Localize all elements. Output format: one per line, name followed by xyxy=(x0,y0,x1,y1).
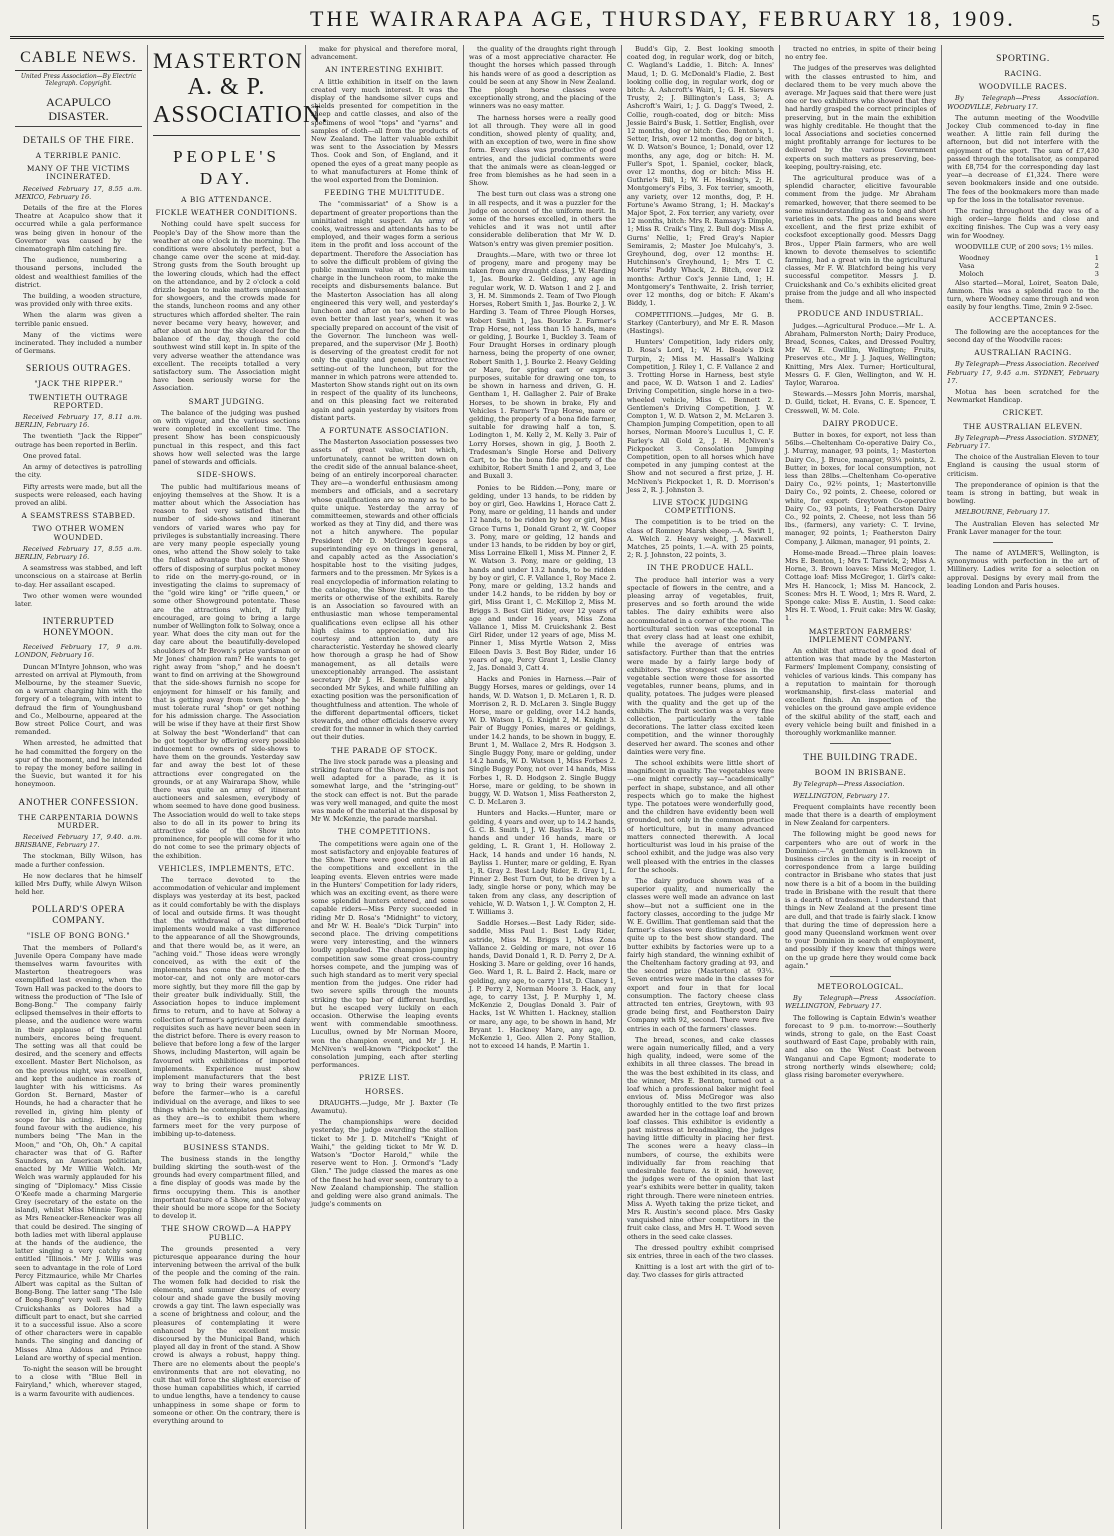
paragraph: Also started—Moral, Loiret, Seaton Dale, Ammon. This was a splendid race to the turn, where Woodney came through and won easily by four lengths. Time, 2min 9 2-5sec. xyxy=(947,278,1099,312)
dateline: By Telegraph—Press Association. Received February 17, 9.45 a.m. SYDNEY, February 17. xyxy=(947,360,1100,385)
article-title: SERIOUS OUTRAGES. xyxy=(25,364,132,375)
dateline: WELLINGTON, February 17. xyxy=(793,791,890,800)
divider xyxy=(830,743,890,744)
paragraph: Budd's Gip, 2. Best looking smooth coated dog, in regular work, dog or bitch, C. Wagland's Laddie, 1. Bitch: A. Innes' Maud, 1; D. G. McDonald's Fladie, 2. Best looking collie dog, in regular work, dog or bitch: A. Ashcroft's Wairi, 1; G. H. Sievers Trusty, 2; J. Billington's Lass, 3; A. Ashcroft's Wairi, 1; J. G. Dagg's Tweed, 2. Collie, rough-coated, dog or bitch: Miss Jessie Baird's Busk, 1. Settler, English, over 12 months, dog or bitch: Geo. Benton's, 1. Setter, Irish, over 12 months, dog or bitch, W. D. Watson's Bounce, 1; Donald, over 12 months, any age, dog or bitch: H. M. Fuller's Spot, 1. Spaniel, cocker, black, over 12 months, dog or bitch: Miss H. Guthrie's Bill, 1; W. H. Hosking's, 2; H. Montgomery's Fibs, 3. Fox terrier, smooth, any variety, over 12 months, dog, P. H. Fortune's Awamo Strang, 1; H. Mackay's Major Spot, 2. Fox terrier, any variety, over 12 months, bitch: Mrs R. Ramsay's Dimple, 1; Miss R. Craik's Tiny, 2. Bull dog: Miss A. Gurns' Nellie, 1; Fred Gray's Napier Semiramis, 2; Master Joe Mulcahy's, 3. Greyhound, dog, over 12 months: H. Hutchinson's Greyhound, 1; Mrs T. C. Morris' Paddy Whack, 2. Bitch, over 12 months: Arthur Cox's Jennie Lind, 1; H. Montgomery's Tenthwaite, 2. Irish terrier, over 12 months, dog or bitch: F. Akam's Biddy, 1. xyxy=(627,45,774,308)
paragraph: The live stock parade was a pleasing and striking feature of the Show. The ring is not well adapted for a parade, as it is somewhat large, and the "stringing-out" the stock can effect is not. But the parade was very well managed, and quite the most was made of the material at the disposal by Mr W. McKenzie, the parade marshal. xyxy=(311,757,458,824)
dateline: By Telegraph—Press Association. WELLINGTON, February 17. xyxy=(785,994,936,1011)
article-subtitle: BOOM IN BRISBANE. xyxy=(814,768,907,778)
advertisement: The name of AYLMER'S, Wellington, is synonymous with perfection in the art of Millinery. Ladies write for a selection on approval. Designs by every mail from the leading London and Paris houses. xyxy=(947,548,1099,590)
paragraph: Nothing could have spelt success for People's Day of the Show more than the weather at one o'clock in the morning. The conditions were absolutely perfect, but a change came over the scene at mid-day. Strong gusts from the South brought up the lowering clouds, which had the effect on the attendance, and by 2 o'clock a cold drizzle began to make matters unpleasant for showgoers, and the crowds made for the stands, luncheon rooms and any other structures which afforded shelter. The rain never became very heavy, however, and after about an hour the sky cleared for the balance of the day, though the cold southwest wind still kept in. In spite of the very adverse weather the attendance was excellent. The receipts totalled a very satisfactory sum. The Association might have been seriously worse for the Association. xyxy=(153,220,300,393)
subheading: FICKLE WEATHER CONDITIONS. xyxy=(155,208,298,218)
paragraph: The autumn meeting of the Woodville Jockey Club commenced to-day in fine weather. A little rain fell during the afternoon, but did not interfere with the enjoyment of the sport. The sum of £7,430 passed through the totalisator, as compared with £8,754 for the corresponding day last year—a decrease of £1,324. There were seven bookmakers inside and one outside. The fees of the bookmakers more than made up for the loss in the totalisator revenue. xyxy=(947,113,1099,204)
masthead xyxy=(10,6,1104,39)
paragraph: The bread, scones, and cake classes were again numerically filled, and a very high quality, indeed, were some of the exhibits in all three classes. The bread in the was the best exhibited in its class, and the winner, Mrs E. Benton, turned out a loaf which a professional baker might feel envious of. Miss McGregor was also thoroughly entitled to the two first prizes awarded her in the cottage loaf and brown loaf classes. This exhibitor is evidently a past mistress at breadmaking, the judges having little difficulty in placing her first. The scones were a heavy class—in numbers, of course, the exhibits were individually far from reaching that undesirable feature. As it said, however, the judges were of the opinion that last year's exhibits were better in quality, taken right through. There were nineteen entries. Miss A. Wyeth taking the prize ticket, and Mrs R. Austin's second place. Mrs Gasky vanquished nine other competitors in the fruit cake class, and Mrs H. T. Wood seven others in the seed cake classes. xyxy=(627,1035,774,1241)
paragraph: Fifty arrests were made, but all the suspects were released, each having proved an alibi. xyxy=(15,482,142,507)
article-subtitle: MANY OF THE VICTIMS INCINERATED. xyxy=(26,164,131,182)
subheading: LIVE STOCK JUDGING COMPETITIONS. xyxy=(652,497,749,516)
paragraph: An army of detectives is patrolling the city. xyxy=(15,463,142,480)
paragraph: The balance of the judging was pushed on with vigour, and the various sections were completed in excellent time. The present Show has been conspicuously punctual in this respect, and this fact shows how well selected was the large panel of stewards and officials. xyxy=(153,408,300,467)
article-subtitle: DETAILS OF THE FIRE. xyxy=(22,136,135,146)
paragraph: Stewards.—Messrs John Morris, marshal, D. Guild, ticket, H. Evans, C. E. Spencer, T. Cresswell, W. M. Cole. xyxy=(785,390,936,415)
column-dogs-produce xyxy=(622,45,780,1529)
subheading: THE SHOW CROWD—A HAPPY PUBLIC. xyxy=(161,1224,292,1242)
results-row xyxy=(947,270,1099,278)
paragraph: Two other women were wounded later. xyxy=(15,591,142,608)
horse-name: Moloch xyxy=(959,270,984,279)
paragraph: A seamstress was stabbed, and left unconscious on a staircase at Berlin to-day. Her assailant escaped. xyxy=(15,564,142,589)
paragraph: Draughts.—Mare, with two or three lot of progeny, mare and progeny may be taken from any draught class, J. W. Harding 1, Jas. Bourke 2. Gelding, any age in regular work, W. D. Watson 1 and 2 J. and 3, H. M. Simmonds 2. Team of Two Plough Horses, Robert Smith 1, Jas. Bourke 2, J. W. Harding 3. Team of Three Plough Horses, Robert Smith 1, Jas. Bourke 2. Farmer's Trap Horse, not less than 15 hands, mare or gelding, J. Bourke 1, Buckley 3. Team of Four Draught Horses in ordinary plough harness, being the property of one owner, Robert Smith 1, J. Bourke 2. Heavy Gelding or Mare, for spring cart or express purposes, suitable for drawing one ton, to be shown in harness and driven, G. H. Gentham 1, H. Gallagher 2. Pair of Brake Horses, to be shown in brake, Fly and Vehicles 1. Farmer's Trap Horse, mare or gelding, the property of a bona fide farmer, suitable for drawing half a ton, S. Lodington 1, M. Kelly 2, M. Kelly 3. Pair of Lorry Horses, shown in gig, J. Booth 2. Tradesman's Single Horse and Delivery Cart, to be the bona fide property of the exhibitor, Robert Smith 1 and 2, and 3, Lee and Buxall 3. xyxy=(469,250,616,481)
paragraph: Hunters' Competition, lady riders only, D. Rosa's Lord, 1; W. H. Beale's Dick Turpin, 2; Miss M. Hassall's Walking Competition, J. Riley 1, C. F. Vallance 2 and 3. Trotting Horse in Harness, best style and pace, W. D. Watson 1 and 2. Ladies' Driving Competition, single horse in a two-wheeled vehicle, Miss C. Bennett 2. Gentlemen's Driving Competition, J. W. Compton 1, W. D. Watson 2, M. McLaren 3. Champion Jumping Competition, open to all horses, Norman Moore's Lucullus 1, C. F. Farley's All Gold 2, J. H. McNiven's Pickpocket 3. Consolation Jumping Competition, open to all horses which have competed in any jumping contest at the Show and not secured a first prize, J. H. McNiven's Pickpocket 1, R. D. Morrison's Jess 2, R. J. Johnston 3. xyxy=(627,338,774,494)
paragraph: The grounds presented a very picturesque appearance during the hour intervening between the arrival of the bulk of the people and the coming of the rain. The women folk had decided to risk the elements, and summer dresses of every colour and shade gave the busily moving crowds a gay tint. The lawn especially was a scene of brightness and colour, and the pleasures of contemplating it were enhanced by the excellent music discoursed by the Municipal Band, which played all day in front of the stand. A Show crowd is always a robust, happy thing. There are no elements about the people's environments that are not elevating, no cult that will force the slightest exercise of those human capabilities which, if carried to undue lengths, have a tendency to cause unhappiness in some shape or form to someone or other. On the contrary, there is everything around to xyxy=(153,1244,300,1426)
paragraph: The building, a wooden structure, was provided only with three exits. xyxy=(15,292,142,309)
subheading: AUSTRALIAN RACING. xyxy=(974,348,1072,358)
paragraph: COMPETITIONS.—Judges, Mr G. B. Starkey (Canterbury), and Mr E. R. Mason (Hastings). xyxy=(627,310,774,335)
subheading: CRICKET. xyxy=(1002,408,1044,418)
subheading: VEHICLES, IMPLEMENTS, ETC. xyxy=(158,863,295,873)
column-show-report-2 xyxy=(306,45,464,1529)
paper-title: THE WAIRARAPA AGE, THURSDAY, FEBRUARY 18, 1909. xyxy=(310,6,1016,31)
column-sporting xyxy=(942,45,1104,1529)
subheading: MASTERTON FARMERS' IMPLEMENT COMPANY. xyxy=(808,626,913,644)
paragraph: The Masterton Association possesses two assets of great value, but which, unfortunately, cannot be written down on the credit side of the annual balance-sheet, being of an entirely incorporeal character. They are—a wonderful enthusiasm among members and officials, and a secretary whose qualifications are so many as to be quite unique. Yesterday the array of committeemen, stewards and other officials worked as they at Tiny did, and there was not a hitch anywhere. The popular President (Mr D. McGregor) keeps a superintending eye on things in general, and capably acted as the Association's hospitable host to the visiting judges, farmers and to the pressmen. Mr Sykes is a real encyclopedia of information relating to the catalogue, the Show itself, and to the merits or otherwise of the exhibits. Rarely is an Association so favoured with an enthusiastic man whose temperamental qualifications even eclipse all his other high claims to appreciation, and his courtesy and attention to duty are characteristic. Yesterday he showed clearly how thorough a grasp he had of Show management, as all details were unexceptionably arranged. The assistant secretary (Mr J. H. Bennett) also ably seconded Mr Sykes, and while fulfilling an exacting position was the personification of thoughtfulness and attention. The whole of the different departmental officers, ticket stewards, and other officials deserve every credit for the manner in which they carried out their duties. xyxy=(311,438,458,742)
article-subtitle: TWENTIETH OUTRAGE REPORTED. xyxy=(28,392,129,410)
paragraph: The following are the acceptances for the second day of the Woodville races: xyxy=(947,327,1099,344)
subheading: IN THE PRODUCE HALL. xyxy=(647,563,754,573)
dateline: By Telegraph—Press Association. WOODVILLE, February 17. xyxy=(947,94,1099,111)
paragraph: The public had multifarious means of enjoying themselves at the Show. It is a matter about which the Association has reason to feel very satisfied that the number of side-shows and itinerant vendors of varied wares who pay for privileges is substantially increasing. There are very many people especially young ones, who attend the Show solely to take the fullest advantage that only a Show offers of disposing of surplus pocket money to ride on the merry-go-round, or in investigating the claims to supremacy of the "gold wire king" or "rifle queen," or some other Showground potentate. These are the attractions which, if fully encouraged, are going to bring a large number of Wellington folk to Solway, once a year. What does the city man out for the day care about the beautifully-developed shoulders of Mr Brown's prize yardsman or Mr Jones' champion ram? He wants to get right away from "shop," and he doesn't want to find on arriving at the Showground that the side-shows furnish no scope for enjoyment for himself or his family, and that is getting away from town "shop" he must tolerate rural "shop" or get nothing for his admission charge. The Association will be wise if they have at their first Show at Solway the best "Wonderland" that can be got together by offering every possible inducement to owners of side-shows to have them on the grounds. Yesterday saw far and away the best lot of these attractions ever congregated on the grounds, or at any Wairarapa Show, while there was quite an army of itinerant auctioneers and salesmen, everybody of whom seemed to have done good business. The Association would do well to take steps also to do all in its power to bring its attractive side of the Show into prominence, for people will come for it who do not come to see the primary objects of the exhibition. xyxy=(153,482,300,860)
paragraph: When the alarm was given a terrible panic ensued. xyxy=(15,311,142,328)
horse-name: Woodney xyxy=(959,254,990,263)
article-title: THE BUILDING TRADE. xyxy=(803,753,918,764)
paragraph: Butter in boxes, for export, not less than 56lbs.—Cheltenham Co-operative Dairy Co., J. Murray, manager, 93 points, 1; Masterton Dairy Co., J. Bruce, manager, 93¼ points, 2. Butter, in boxes, for local consumption, not less than 28lbs.—Cheltenham Co-operative Dairy Co., 92½ points, 1; Mastertonville Dairy Co., 92 points, 2. Cheese, colored or white, for export: Greytown Co-operative Dairy Co., 93 points, 1; Featherston Dairy Co., 92 points, 2. Cheese, not less than 56 lbs., (farmers), any variety: C. T. Irvine, manager, 92 points, 1; Featherston Dairy Company, J. Aikman, manager, 91 points, 2. xyxy=(785,430,936,546)
paragraph: When arrested, he admitted that he had committed the forgery on the spur of the moment, and he intended to repay the money before sailing in the Suevic, but wanted it for his honeymoon. xyxy=(15,739,142,789)
subheading: ACCEPTANCES. xyxy=(989,315,1057,325)
paragraph: The following might be good news for carpenters who are out of work in the Dominion:—"A gentleman well-known in business circles in the city is in receipt of correspondence from a large building contractor in Brisbane who states that just now there is a bit of a boom in the building trade in Brisbane with the result that there is a dearth of tradesmen. I understand that things in New Zealand at the present time are dull, and that trade is fairly slack. I know that during the time of depression here a good many Queensland workmen went over to your Dominion in search of employment, and possibly if they knew that things were on the up grade here they would come back again." xyxy=(785,830,936,970)
paragraph: Details of the fire at the Flores Theatre at Acapulco show that it occurred while a gala performance was being given in honour of the Governor was caused by the cinematograph film catching fire. xyxy=(15,204,142,254)
paragraph: the quality of the draughts right through was of a most appreciative character. He thought the horses which passed through his hands were of as good a description as could be seen at any Show in New Zealand. The plough horse classes were exceptionally strong, and the placing of the winners was no easy matter. xyxy=(469,45,616,111)
subheading: A FORTUNATE ASSOCIATION. xyxy=(320,425,449,435)
paragraph: The school exhibits were little short of magnificent in quality. The vegetables were—one might correctly say—"academically" perfect in shape, substance, and all other respects which go to make the highest type. The potatoes were wonderfully good, and the children have evidently been well grounded, not only in the common practice of horticulture, but in many advanced matters connected therewith. A local horticulturist was loud in his praise of the school exhibit, and the judge was also very well pleased with the entries in the classes for the schools. xyxy=(627,759,774,874)
paragraph: Motua has been scratched for the Newmarket Handicap. xyxy=(947,387,1099,405)
paragraph: Hacks and Ponies in Harness.—Pair of Buggy Horses, mares or geldings, over 14 hands, W. D. Watson 1, D. McLaren 1, R. D. Morrison 2, R. D. McLaren 3. Single Buggy Horse, mare or gelding, over 14.2 hands, W. D. Watson 1, G. Knight 2, M. Knight 3. Pair of Buggy Ponies, mares or geldings, under 14.2 hands, to be shown in buggy, E. Brunt 1, M. Wallace 2, Mrs R. Hodgson 3. Single Buggy Pony, mare or gelding, under 14.2 hands, W. D. Watson 1, Miss Forbes 2. Single Buggy Pony, not over 14 hands, Miss Forbes 1, R. D. Hodgson 2. Single Buggy Horse, mare or gelding, to be shown in buggy, W. D. Watson 1, Miss Featherston 2, C. D. McLaren 3. xyxy=(469,675,616,807)
subheading: PRODUCE AND INDUSTRIAL. xyxy=(797,309,924,319)
paragraph: One proved fatal. xyxy=(23,451,82,460)
paragraph: Knitting is a lost art with the girl of to-day. Two classes for girls attracted xyxy=(627,1263,774,1280)
subheading: HORSES. xyxy=(364,1086,405,1096)
section-heading: CABLE NEWS. xyxy=(15,49,142,71)
subheading: BUSINESS STANDS. xyxy=(183,1142,270,1152)
paragraph: Frequent complaints have recently been made that there is a dearth of employment in New Zealand for carpenters. xyxy=(785,802,936,828)
paragraph: The business stands in the lengthy building skirting the south-west of the grounds had every compartment filled, and a fine display of goods was made by the firms occupying them. This is another important feature of a Show, and at Solway their should be more scope for the Society to develop it. xyxy=(153,1154,300,1221)
paragraph: The agricultural produce was of a splendid character, elicitive favourable comment from the judge. Mr Abraham remarked, however, that there seemed to be some misunderstanding as to long and short varieties in oats. The peas and beans were excellent, and the first prize exhibit of cocksfoot exceptionally good. Messrs Dagg Bros., Upper Plain farmers, who are well known to devote themselves to scientific farming, had a great win in the agricultural classes, Mr F. W. Blatchford being his very successful competitor. Messrs J. D. Cruickshank and Co.'s exhibits elicited great praise from the judge and all who inspected them. xyxy=(785,174,936,306)
horse-name: Vasa xyxy=(959,262,975,271)
paragraph: The twentieth "Jack the Ripper" outrage has been reported in Berlin. xyxy=(15,432,142,449)
subheading: PRIZE LIST. xyxy=(359,1073,410,1083)
paragraph: The championships were decided yesterday, the judge awarding the stallion ticket to Mr J. D. Mitchell's "Knight of Waihi," the gelding ticket to Mr W. D. Watson's "Doctor Harold," while the reserve went to Hon. J. Ormond's "Lady Glen." The judge classed the mares as one of the finest he had ever seen, contrary to a New Zealand championship. The stallion and gelding were also grand animals. The judge's comments on xyxy=(311,1118,458,1209)
subheading: THE AUSTRALIAN ELEVEN. xyxy=(963,421,1083,431)
placing: 2 xyxy=(1094,262,1099,271)
paragraph: Duncan M'Intyre Johnson, who was arrested on arrival at Plymouth, from Melbourne, by the steamer Suevic, on a warrant charging him with the forgery of a telegram, with intent to defraud the firm of Younghusband and Co., Melbourne, appeared at the Bow street Police Court, and was remanded. xyxy=(15,662,142,737)
subheading: THE PARADE OF STOCK. xyxy=(331,745,438,755)
banner-line: MASTERTON xyxy=(153,48,304,73)
paragraph: He now declares that he himself killed Mrs Duffy, while Alwyn Wilson held her. xyxy=(15,871,142,897)
paragraph: tracted no entries, in spite of their being no entry fee. xyxy=(785,45,936,62)
article-subtitle: A TERRIBLE PANIC. xyxy=(35,151,122,160)
paragraph: Judges.—Agricultural Produce.—Mr L. A. Abraham, Palmerston North; Dairy Produce, Bread, Scones, Cakes, and Dressed Poultry, Mr W. E. Gwillim, Wellington; Fruits, Preserves etc., Mr J. J. Jaques, Wellington; Knitting, Mrs Alex. Turner; Horticultural, Messrs G. F. Glen, Wellington, and W. H. Taylor, Wararoa. xyxy=(785,321,936,387)
article-title: ACAPULCO DISASTER. xyxy=(15,95,142,127)
paragraph: The terrace devoted to the accommodation of vehicular and implement displays was yesterday at its best, packed as it could comfortably be with the displays of local and outside firms. It was thought that the withdrawal of the imported implements would make a vast difference to the appearance of all the Showgrounds, and that there would be, as it were, an "aching void." Those ideas were wrongly conceived, as with the exit of the implements has come the advent of the motor-car, and not only are motor-cars more sightly, but they more fill the gap by their greater bulk individually. Still, the Association hopes to induce implement firms to return, and to have at Solway a collection of farmer's agricultural and dairy requisites such as have never been seen in the district before. There is every reason to believe that before long a few of the larger Shows, including Masterton, will again be favoured with exhibitions of imported implements. Experience must show implement manufacturers that the best way to bring their wares prominently before the farmer—who is a careful individual on the average, and likes to see things which he contemplates purchasing, as they are—is to exhibit them where farmers meet for the very purpose of imbibing up-to-dateness. xyxy=(153,876,300,1139)
section-heading: SPORTING. xyxy=(996,54,1050,64)
paragraph: Many of the victims were incinerated. They included a number of Germans. xyxy=(15,330,142,356)
subheading: THE COMPETITIONS. xyxy=(338,827,431,837)
subheading: SMART JUDGING. xyxy=(188,396,265,406)
paragraph: The preponderance of opinion is that the team is strong in batting, but weak in bowling. xyxy=(947,480,1099,506)
results-title: WOODVILLE CUP, of 200 sovs; 1½ miles. xyxy=(955,242,1094,251)
divider xyxy=(993,542,1054,543)
dateline: Received February 17, 8.11 a.m. BERLIN, February 16. xyxy=(15,413,142,430)
paragraph: The audience, numbering a thousand persons, included the oldest and wealthiest families of the district. xyxy=(15,256,142,289)
paragraph: The judges of the preserves was delighted with the classes entrusted to him, and declared them to be very much above the average. Mr Jaques said that there were just one or two exhibitors who showed that they had hardly grasped the correct principles of preserving, but in the main the exhibition was highly creditable. He thought that the local Associations and societies concerned might profitably arrange for lectures to be delivered by the various Government experts on such matters as preserving, bee-keeping, poultry-raising, etc. xyxy=(785,64,936,171)
paragraph: Ponies to be Ridden.—Pony, mare or gelding, under 13 hands, to be ridden by boy or girl, Geo. Hawkins 1, Horace Catt 2. Pony, mare or gelding, 11 hands and under 12 hands, to be ridden by boy or girl, Miss Grace Turns 1, Donald Grant 2, W. Cooper 3. Pony, mare or gelding, 12 hands and under 13 hands, to be ridden by boy or girl, Miss Lorraine Elkell 1, Miss M. Pinner 2, F. W. Watson 3. Pony, mare or gelding, 13 hands and under 13.2 hands, to be ridden by boy or girl, C. F. Vallance 1, Roy Mace 2. Pony, mare or gelding, 13.2 hands and under 14.2 hands, to be ridden by boy or girl, Miss Grant 1, C. McKillop 2, Miss M. Briggs 3. Best Girl Rider, over 12 years of age and under 16 years, Miss Zona Vallance 1, Miss M. Cruickshank 2. Best Girl Rider, under 12 years of age, Miss M. Pinner 1, Miss Myrtle Watson 2, Miss Eileen Davis 3. Best Boy Rider, under 16 years of age, Percy Grant 1, Leslie Clancy 2, Jas. Donald 3, Catt 4. xyxy=(469,483,616,673)
section-subheading: United Press Association—By Electric Telegraph. Copyright. xyxy=(20,73,137,87)
article-title: POLLARD'S OPERA COMPANY. xyxy=(31,905,126,927)
article-banner xyxy=(153,48,329,190)
column-prize-list xyxy=(464,45,622,1529)
article-subtitle: "ISLE OF BONG BONG." xyxy=(26,931,131,941)
subheading: FEEDING THE MULTITUDE. xyxy=(324,188,445,198)
paragraph: The harness horses were a really good lot all through. They were all in good condition, showed plenty of quality, and, with an exception of two, were in fine show form. Every class was productive of good entries, and the judicial comments were that the animals were as clean-legged or free from blemishes as he had seen in a Show. xyxy=(469,113,616,188)
paragraph: The stockman, Billy Wilson, has made a further confession. xyxy=(15,852,142,869)
divider xyxy=(830,976,890,977)
placing: 3 xyxy=(1094,270,1099,279)
article-subtitle: "JACK THE RIPPER." xyxy=(34,379,123,389)
article-subtitle: TWO OTHER WOMEN WOUNDED. xyxy=(32,524,125,542)
dateline: By Telegraph—Press Association. xyxy=(793,780,905,789)
banner-line: PEOPLE'S DAY. xyxy=(173,147,280,188)
subheading: AN INTERESTING EXHIBIT. xyxy=(325,65,444,75)
paragraph: Home-made Bread.—Three plain loaves: Mrs E. Benton, 1; Mrs T. Tarwick, 2; Miss A. Horne, 3. Brown loaves: Miss McGregor, 1. Cottage loaf: Miss McGregor, 1. Girl's cake: Mrs H. Hancock, 1; Miss M. Hancock, 2. Scones: Mrs H. T. Wood, 1; Mrs R. Ward, 2. Sponge cake: Miss E. Austin, 1. Seed cake: Mrs H. T. Wood, 1. Fruit cake: Mrs W. Gasky, 1. xyxy=(785,548,936,623)
paragraph: The racing throughout the day was of a high order—large fields and close and exciting finishes. The Cup was a very easy win for Woodney. xyxy=(947,207,1099,240)
paragraph: Saddle Horses.—Best Lady Rider, side-saddle, Miss Paul 1. Best Lady Rider, astride, Miss M. Briggs 1, Miss Zona Vallance 2. Gelding or mare, not over 16 hands, David Donald 1, R. D. Perry 2, Dr A. Hosking 3. Mare or gelding, over 16 hands, Geo. Ward 1, R. L. Baird 2. Hack, mare or gelding, any age, to carry 11st, D. Clancy 1, J. P. Perry 2, Norman Moore 3. Hack, any age, to carry 13st, J. P. Murphy 1, M. McKenzie 2, Douglas Donald 3. Pair of Hacks, 1st W. Whitten 1. Hackney, stallion or mare, any age, to be shown in hand, Mr Bryant 1. Hackney Mare, any age, D. McKenzie 1, Geo. Allen 2. Pony Stallion, not to exceed 14 hands, P. Martin 1. xyxy=(469,919,616,1051)
paragraph: make for physical and therefore moral, advancement. xyxy=(311,45,458,62)
paragraph: DRAUGHTS.—Judge, Mr J. Baxter (Te Awamutu). xyxy=(311,1098,458,1115)
article-subtitle: THE CARPENTARIA DOWNS MURDER. xyxy=(18,812,139,830)
dateline: MELBOURNE, February 17. xyxy=(955,508,1050,517)
paragraph: Hunters and Hacks.—Hunter, mare or gelding, 4 years and over, up to 14.2 hands, G. C. B. Smith 1, J. W. Bayliss 2. Hack, 15 hands and under 16 hands, mare or gelding, L. R. Grant 1, H. Holloway 2. Hack, 14 hands and under 16 hands, N. Bayliss 1. Hunter, mare or gelding, E. Ryan 1, R. Gray 2. Best Lady Rider, E. Gray 1, L. Pinner 2. Best Turn Out, to be driven by a lady, single horse or pony, which may be taken from any class, any description of vehicle, W. D. Watson 1, J. W. Compton 2, H. T. Williams 3. xyxy=(469,809,616,916)
article-title: ANOTHER CONFESSION. xyxy=(18,797,139,808)
paragraph: The competition is to be tried on the class of Romney Marsh sheep.—A. Swift 1, A. Welch 2. Heavy weight, J. Maxwell. Matches, 25 points, 1.—A. with 25 points, 2; R. J. Johnston, 22 points, 3. xyxy=(627,518,774,560)
column-show-report-1 xyxy=(148,45,329,1529)
column-cable-news xyxy=(10,45,148,1529)
dateline: By Telegraph—Press Association. SYDNEY, February 17. xyxy=(947,433,1099,450)
paragraph: The choice of the Australian Eleven to tour England is causing the usual storm of criticism. xyxy=(947,453,1099,478)
paragraph: The dressed poultry exhibit comprised six entries, three in each of the two classes. xyxy=(627,1243,774,1261)
paragraph: The produce hall interior was a very spectacle of flowers in the centre, and a pleasing array of vegetables, fruit, preserves and so forth around the wide tables. The dairy exhibits were also accommodated in a corner of the room. The horticultural section was exceptional in that every class had at least one exhibit, while the average of entries was satisfactory. Further than that the entries were made by a fairly large body of exhibitors. The strongest classes in the vegetable section were those for assorted vegetables, runner beans, plums, and in quality, potatoes. The judges were pleased with the quality and the get up of the exhibits. The fruit section was a very fine collection, particularly the table decorations. The latter class excited keen competition, and the winner thoroughly deserved her award. The scones and other dainties were very fine. xyxy=(627,575,774,756)
subheading: WOODVILLE RACES. xyxy=(978,82,1068,92)
banner-line: A. & P. ASSOCIATION. xyxy=(153,73,300,136)
dateline: Received February 17, 9.40. a.m. BRISBANE, February 17. xyxy=(15,833,142,850)
subheading: A BIG ATTENDANCE. xyxy=(181,195,272,204)
paragraph: The competitions were again one of the most satisfactory and enjoyable features of the Show. There were good entries in all the competitions and excellent in the leaping events. Eleven entries were made in the Hunters' Competition for lady riders, which was an exciting event, as there were some splendid hunters entered, and some capable riders—Miss Percy succeeded in riding Mr D. Rosa's "Midnight" to victory, and Mr W. H. Beale's "Dick Turpin" into second place. The driving competitions were very interesting, and the winners loudly applauded. The champion jumping competition saw some great cross-country horses compete, and the jumping was of such high standard as to merit very special mention from the judges. One rider had two severe spills through the mounts striking the top bar of different hurdles, but he escaped very luckily on each occasion. Otherwise the leaping events went with commendable smoothness. Lucullus, owned by Mr Norman Moore, won the champion event, and Mr J. H. McNiven's well-known "Pickpocket" the consolation jumping, each after sterling performances. xyxy=(311,839,458,1070)
paragraph: To-night the season will be brought to a close with "Blue Bell in Fairyland," which, wherever staged, is a warm favourite with audiences. xyxy=(15,1364,142,1398)
paragraph: The Australian Eleven has selected Mr Frank Laver manager for the tour. xyxy=(947,519,1099,536)
subheading: DAIRY PRODUCE. xyxy=(822,418,899,428)
article-title: METEOROLOGICAL. xyxy=(817,981,904,991)
dateline: Received February 17, 9 a.m. LONDON, February 16. xyxy=(15,643,142,660)
article-title: INTERRUPTED HONEYMOON. xyxy=(42,617,115,639)
paragraph: The dairy produce shown was of a superior quality, and numerically the classes were well made an advance on last show—but not a sufficient one in the factory classes, according to the judge Mr W. E. Gwillim. That gentleman said that the farmer's classes were distinctly good, and quite up to the best show standard. The butter exhibits by factories were up to a fairly high standard, the winning exhibit of the Cheltenham factory grading at 93, and the second prize (Masterton) at 93¼. Seven entries were made in the classes for export and four in that for local consumption. The factory cheese class attracted ten entries, Greytown, with 93 grade being first, and Featherston Dairy Company with 92, second. There were five entries in each of the farmers' classes. xyxy=(627,876,774,1033)
column-produce-industrial xyxy=(780,45,942,1529)
results-row xyxy=(947,262,1099,270)
subheading: SIDE-SHOWS. xyxy=(196,470,257,480)
placing: 1 xyxy=(1094,254,1099,263)
dateline: Received February 17, 8.55 a.m. MEXICO, February 16. xyxy=(15,184,142,201)
article-title: A SEAMSTRESS STABBED. xyxy=(21,511,136,521)
paragraph: That the members of Pollard's Juvenile Opera Company have made themselves warm favourites with Masterton theatregoers was exemplified last evening, when the Town Hall was packed to the doors to witness the production of "The Isle of Bong-Bong." The company fairly eclipsed themselves in their efforts to please, and the audience were warm in their applause of the tuneful numbers, encores being frequent. The setting was all that could be desired, and the scenery and effects excellent. Master Bert Nicholson, as on the previous night, was excellent, and kept the audience in roars of laughter with his witticisms. As Gordon St. Bernard, Master of Hounds, he had a character that he revelled in, giving him plenty of scope for his acting. His singing found favour with the audience, his numbers being "The Man in the Moon," and "Oh, Oh, Oh." A capital character was that of G. Rafter Saunders, an American politician, enacted by Mr Willie Welch. Mr Welch was warmly applauded for his singing of "Diplomacy." Miss Cissie O'Keefe made a charming Margerie Grey (secretary of the estate on the island), whilst Miss Minnie Topping as Mrs Reneacker-Reneacker was all that could be desired. The singing of both ladies met with liberal applause at the hands of the audience, the latter singing a very catchy song entitled "Illinois." Mr J. Willis was seen to advantage in the role of Lord Percy Fitzmaurice, while Mr Charles Albert was capital as the Sultan of Bong-Bong. The latter sang "The Isle of Bong-Bong" very well. Miss Milly Cruickshanks as Dolores had a difficult part to enact, but she carried it to a successful issue. Also a score of other characters were in capable hands. The singing and dancing of Misses Alma Aldous and Prince Leland are worthy of special mention. xyxy=(15,943,142,1362)
page-number: 5 xyxy=(1091,11,1100,30)
dateline: Received February 17, 8.55 a.m. BERLIN, February 16. xyxy=(15,544,142,561)
subheading: RACING. xyxy=(1004,69,1042,78)
paragraph: The "commissariat" of a Show is a department of greater proportions than the uninitiated might suspect. An army of cooks, waitresses and attendants has to be employed, and their wages form a serious item in the profit and loss account of the department. Therefore the Association has to solve the difficult problem of giving the public maximum value at the minimum charge in the luncheon room, to make the receipts and disbursements balance. But the Masterton Association has all along engineered this very well, and yesterday's luncheon and after on tea seemed to be even better than last year's, when it was specially prepared on account of the visit of the Governor. The luncheon was well-prepared, and the supervisor (Mr J. Booth) is deserving of the greatest credit for not only the quality and generally attractive setting-out of the luncheon, but for the manner in which patrons were attended to. Masterton Show stands right out on its own in respect of the quality of its luncheons, and on this pleasing fact we reiterated again and again yesterday by visitors from distant parts. xyxy=(311,200,458,422)
paragraph: The following is Captain Edwin's weather forecast to 9 p.m. to-morrow:—Southerly winds, strong to gale, on the East Coast southward of East Cape, probably with rain, and also on the West Coast between Wanganui and Cape Egmont; moderate to strong northerly winds elsewhere; cold; glass rising barometer everywhere. xyxy=(785,1013,936,1079)
columns xyxy=(10,45,1104,1529)
paragraph: The best turn out class was a strong one in all respects, and it was a puzzler for the judge on account of the uniform merit. In some of the horses excelled, in others the vehicles and it was not until after considerable deliberation that Mr W. D. Watson's entry was given premier position. xyxy=(469,190,616,248)
paragraph: A little exhibition in itself on the lawn created very much interest. It was the display of the handsome silver cups and shields presented for competition in the sheep and cattle classes, and also of the specimens of wool "tops" and "yarns" and samples of cloth—all from the products of New Zealand. The latter valuable exhibit was sent to the Association by Messrs Thos. Cook and Son, of England, and it opened the eyes of a great many people as to what manufacturers at Home think of the wool exported from the Dominion. xyxy=(311,77,458,185)
paragraph: An exhibit that attracted a good deal of attention was that made by the Masterton Farmers' Implement Company, consisting of vehicles of various kinds. This company has a reputation to maintain for thorough workmanship, first-class material and excellent finish. An inspection of the vehicles on the ground gave ample evidence of the skilful ability of the staff, each and every vehicle being built and finished in a thoroughly workmanlike manner. xyxy=(785,647,936,738)
results-row xyxy=(947,254,1099,262)
